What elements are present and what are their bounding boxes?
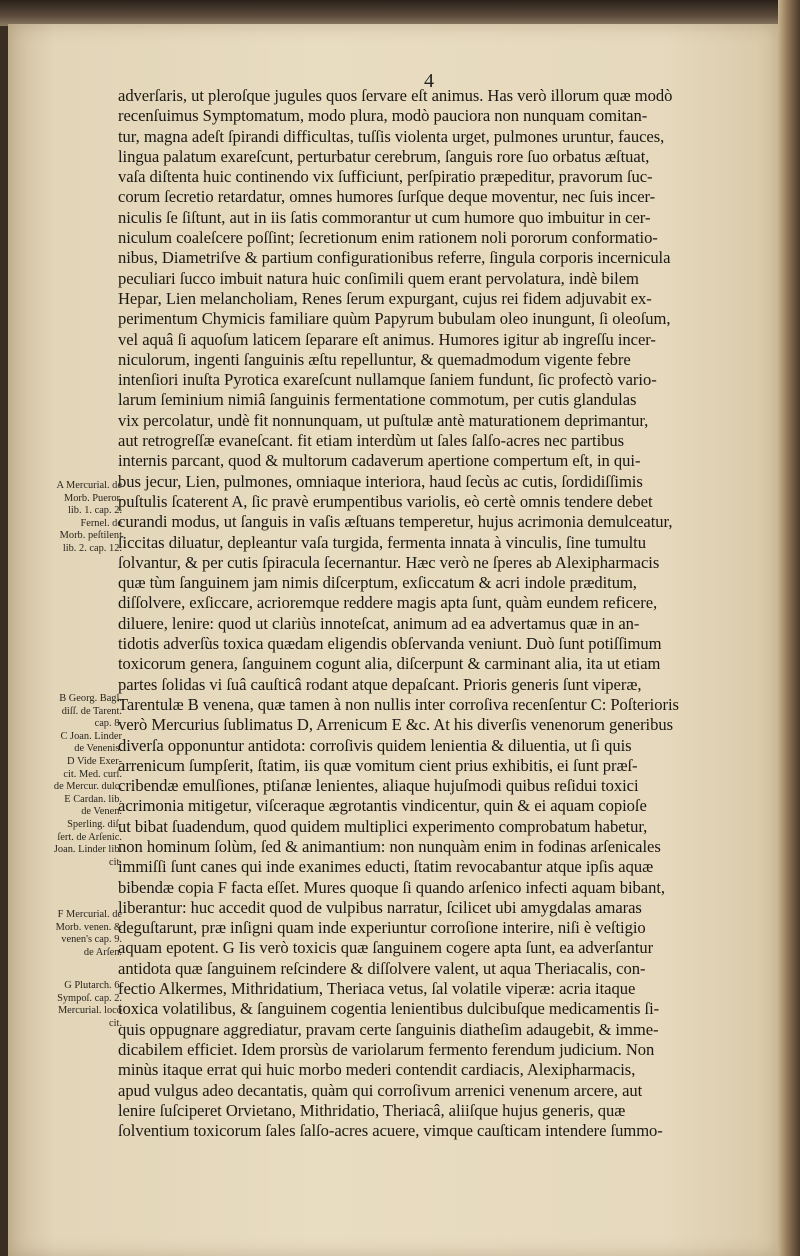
margin-note-line: ſert. de Arſenic. — [57, 831, 122, 843]
margin-note-line: Morb. Pueror. — [63, 492, 122, 504]
text-line: bibendæ copia F facta eſſet. Mures quoque ſi quando arſenico infecti aquam bibant, — [118, 877, 666, 897]
text-line: peculiari ſucco imbuit natura huic conſimili quem erant pervolatura, indè bilem — [118, 268, 639, 288]
text-line: deguſtarunt, præ inſigni quam inde experiuntur corroſione interire, niſi è veſtigio — [118, 918, 646, 938]
text-line: larum ſeminium nimiâ ſanguinis fermentatione commotum, per cutis glandulas — [118, 390, 637, 410]
text-line: minùs itaque errat qui huic morbo mederi contendit cardiacis, Alexipharmacis, — [118, 1060, 636, 1080]
margin-note-line: de Arſen. — [83, 946, 122, 958]
text-line: Tarentulæ B venena, quæ tamen à non nullis inter corroſiva recenſentur C: Poſterioris — [118, 694, 679, 714]
text-line: non hominum ſolùm, ſed & animantium: non nunquàm enim in fodinas arſenicales — [118, 836, 661, 856]
margin-note-line: lib. 1. cap. 2. — [68, 505, 122, 517]
text-line: toxicorum genera, ſanguinem cogunt alia, diſcerpunt & carminant alia, ita ut etiam — [118, 654, 661, 674]
text-line: tur, magna adeſt ſpirandi difficultas, tuſſis violenta urget, pulmones uruntur, fauces, — [118, 126, 665, 146]
margin-note-f — [14, 909, 122, 959]
margin-note-line: cap. 8. — [94, 718, 122, 730]
text-line: acrimonia mitigetur, viſceraque ægrotantis vindicentur, quin & ei aquam copioſe — [118, 796, 647, 816]
text-line: ut bibat ſuadendum, quod quidem multiplici experimento comprobatum habetur, — [118, 816, 648, 836]
margin-note-line: Fernel. de — [80, 517, 122, 529]
text-line: diluere, lenire: quod ut clariùs innoteſcat, animum ad ea advertamus quæ in an- — [118, 613, 640, 633]
margin-note-line: B Georg. Bagl. — [59, 693, 122, 704]
text-line: ſolventium toxicorum ſales ſalſo-acres acuere, vimque cauſticam intendere ſummo- — [118, 1121, 663, 1141]
text-line: vaſa diſtenta huic continendo vix ſufficiunt, perſpiratio præpeditur, pravorum ſuc- — [118, 167, 653, 187]
text-line: bus jecur, Lien, pulmones, omniaque interiora, haud ſecùs ac cutis, ſordidiſſimis — [118, 471, 643, 491]
text-line: cribendæ emulſiones, ptiſanæ lenientes, aliaque hujuſmodi quibus reſidui toxici — [118, 776, 639, 796]
text-line: diverſa opponuntur antidota: corroſivis quidem lenientia & diluentia, ut ſi quis — [118, 735, 632, 755]
text-line: fectio Alkermes, Mithridatium, Theriaca vetus, ſal volatile viperæ: acria itaque — [118, 979, 636, 999]
margin-note-line: E Cardan. lib. — [64, 793, 122, 805]
margin-note-line: D Vide Exer- — [67, 755, 122, 767]
margin-note-line: venen's cap. 9. — [61, 934, 122, 946]
main-text-block — [118, 86, 770, 1141]
margin-note-line: cit. — [109, 856, 122, 868]
text-line: apud vulgus adeo decantatis, quàm qui corroſivum arrenici venenum arcere, aut — [118, 1080, 643, 1100]
text-line: ſiccitas diluatur, depleantur vaſa turgida, fermenta innata à vinculis, ſine tumultu — [118, 532, 646, 552]
margin-note-line: Morb. venen. & — [55, 921, 122, 933]
margin-note-line: C Joan. Linder — [60, 730, 122, 742]
text-line: vel aquâ ſi aquoſum laticem ſeparare eſt animus. Humores igitur ab ingreſſu incer- — [118, 329, 656, 349]
text-line: quis oppugnare aggrediatur, pravam certe ſanguinis diatheſim adaugebit, & imme- — [118, 1019, 659, 1039]
margin-note-a — [14, 480, 122, 556]
text-line: vix percolatur, undè fit nonnunquam, ut puſtulæ antè maturationem deprimantur, — [118, 410, 649, 430]
text-line: tidotis adverſùs toxica quædam eligendis obſervanda veniunt. Duò ſunt potiſſimum — [118, 634, 662, 654]
margin-note-g — [14, 980, 122, 1030]
text-line: diſſolvere, exſiccare, acrioremque reddere magis apta ſunt, quàm eundem reficere, — [118, 593, 658, 613]
margin-note-line: G Plutarch. 6. — [64, 980, 122, 991]
text-line: immiſſi ſunt canes qui inde exanimes educti, ſtatim revocabantur atque ipſis aquæ — [118, 857, 654, 877]
text-line: dicabilem efficiet. Idem prorsùs de variolarum fermento ferendum judicium. Non — [118, 1039, 655, 1059]
text-line: perimentum Chymicis familiare quùm Papyrum bubulam oleo inungunt, ſi oleoſum, — [118, 309, 671, 329]
margin-note-line: Morb. peſtilent — [59, 530, 122, 542]
text-line: lenire ſuſciperet Orvietano, Mithridatio, Theriacâ, aliiſque hujus generis, quæ — [118, 1100, 626, 1120]
margin-note-line: Mercurial. loco — [57, 1005, 122, 1017]
text-line: lingua palatum exareſcunt, perturbatur cerebrum, ſanguis rore ſuo orbatus æſtuat, — [118, 146, 650, 166]
text-line: intenſiori inuſta Pyrotica exareſcunt nullamque ſaniem fundunt, ſic profectò vario- — [118, 370, 657, 390]
text-line: aut retrogreſſæ evaneſcant. fit etiam interdùm ut ſales ſalſo-acres nec partibus — [118, 431, 625, 451]
book-top-edge — [0, 0, 800, 26]
text-line: niculis ſe ſiſtunt, aut in iis ſatis commorantur ut cum humore quo imbuitur in cer- — [118, 207, 651, 227]
text-line: quæ tùm ſanguinem jam nimis diſcerptum, exſiccatum & acri indole præditum, — [118, 573, 637, 593]
text-line: partes ſolidas vi ſuâ cauſticâ rodant atque depaſcant. Prioris generis ſunt viperæ, — [118, 674, 642, 694]
margin-note-line: de Mercur. dulc. — [53, 781, 122, 793]
margin-note-line: Joan. Linder lib. — [53, 844, 122, 856]
margin-note-line: diſſ. de Tarent. — [61, 705, 122, 717]
text-line: antidota quæ ſanguinem reſcindere & diſſolvere valent, ut aqua Theriacalis, con- — [118, 958, 646, 978]
text-line: puſtulis ſcaterent A, ſic pravè erumpentibus variolis, eò certè omnis tendere debet — [118, 491, 653, 511]
text-line: niculum coaleſcere poſſint; ſecretionum enim rationem noli pororum conformatio- — [118, 228, 658, 248]
margin-note-b-e — [14, 693, 122, 869]
margin-note-line: de Venen. — [81, 806, 122, 818]
text-line: aquam epotent. G Iis verò toxicis quæ ſanguinem cogere apta ſunt, ea adverſantur — [118, 938, 654, 958]
text-line: internis parcant, quod & multorum cadaverum apertione compertum eſt, in qui- — [118, 451, 641, 471]
text-line: nibus, Diametriſve & partium configurationibus referre, ſingula corporis incernicula — [118, 248, 671, 268]
margin-note-line: lib. 2. cap. 12. — [62, 542, 122, 554]
text-line: verò Mercurius ſublimatus D, Arrenicum E &c. At his diverſis venenorum generibus — [118, 715, 674, 735]
text-line: recenſuimus Symptomatum, modo plura, modò pauciora non nunquam comitan- — [118, 106, 648, 126]
margin-note-line: A Mercurial. de — [56, 480, 122, 491]
margin-note-line: F Mercurial. de — [57, 909, 122, 920]
text-line: toxica volatilibus, & ſanguinem cogentia lenientibus dulcibuſque medicamentis ſi- — [118, 999, 660, 1019]
text-line: niculorum, ingenti ſanguinis æſtu repelluntur, & quemadmodum vigente febre — [118, 349, 631, 369]
text-line: corum ſecretio retardatur, omnes humores ſurſque deque moventur, nec ſuis incer- — [118, 187, 656, 207]
margin-note-line: Sympoſ. cap. 2. — [57, 992, 122, 1004]
page-number: 4 — [424, 70, 434, 92]
text-line: liberantur: huc accedit quod de vulpibus narratur, ſcilicet ubi amygdalas amaras — [118, 897, 642, 917]
text-line: curandi modus, ut ſanguis in vaſis æſtuans temperetur, hujus acrimonia demulceatur, — [118, 512, 673, 532]
book-right-edge — [778, 0, 800, 1256]
margin-note-line: cit. Med. curſ. — [63, 768, 122, 780]
text-line: adverſaris, ut pleroſque jugules quos ſervare eſt animus. Has verò illorum quæ modò — [118, 86, 673, 105]
margin-note-line: cit. — [109, 1017, 122, 1029]
text-line: Hepar, Lien melancholiam, Renes ſerum expurgant, cujus rei fidem adjuvabit ex- — [118, 288, 652, 308]
margin-note-line: Sperling. diſ- — [67, 818, 122, 830]
text-line: arrenicum ſumpſerit, ſtatim, iis quæ vomitum cient prius exhibitis, ei ſunt præſ- — [118, 755, 638, 775]
margin-note-line: de Venenis. — [74, 743, 122, 755]
text-line: ſolvantur, & per cutis ſpiracula ſecernantur. Hæc verò ne ſperes ab Alexipharmacis — [118, 552, 660, 572]
